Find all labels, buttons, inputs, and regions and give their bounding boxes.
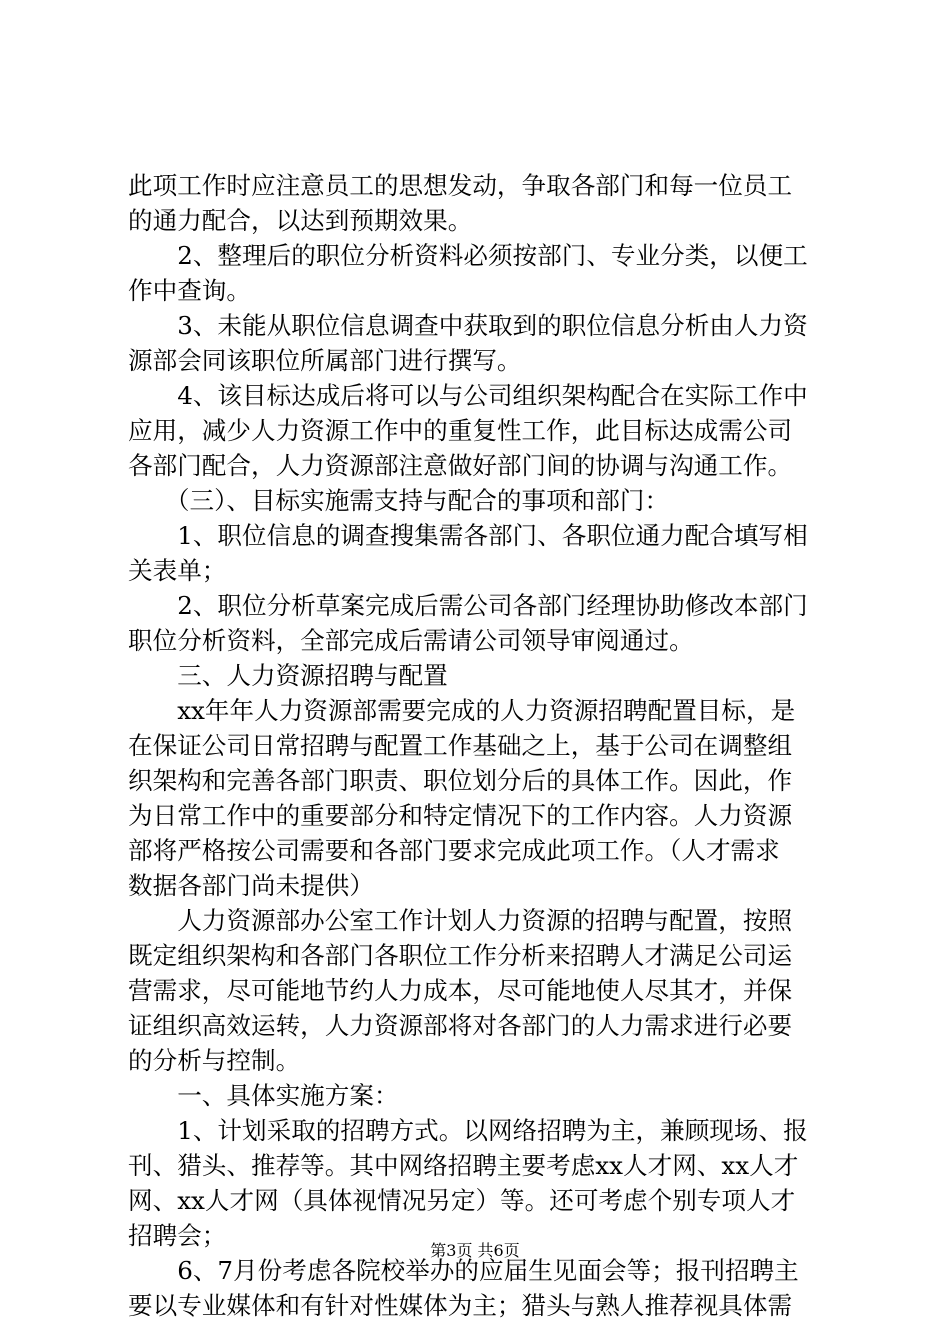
text-line: 证组织高效运转，人力资源部将对各部门的人力需求进行必要: [128, 1011, 793, 1040]
text-line: 1、计划采取的招聘方式。以网络招聘为主，兼顾现场、报: [128, 1116, 808, 1145]
text-line: 2、职位分析草案完成后需公司各部门经理协助修改本部门: [128, 591, 808, 620]
text-line: 要以专业媒体和有针对性媒体为主；猎头与熟人推荐视具体需: [128, 1291, 793, 1320]
text-line: 4、该目标达成后将可以与公司组织架构配合在实际工作中: [128, 381, 808, 410]
text-line: 既定组织架构和各部门各职位工作分析来招聘人才满足公司运: [128, 941, 793, 970]
text-line: 织架构和完善各部门职责、职位划分后的具体工作。因此，作: [128, 766, 793, 795]
text-line: 应用，减少人力资源工作中的重复性工作，此目标达成需公司: [128, 416, 793, 445]
text-line: 作中查询。: [128, 276, 251, 305]
text-line: 为日常工作中的重要部分和特定情况下的工作内容。人力资源: [128, 801, 793, 830]
text-line: xx年年人力资源部需要完成的人力资源招聘配置目标，是: [128, 696, 796, 725]
text-line: 1、职位信息的调查搜集需各部门、各职位通力配合填写相: [128, 521, 808, 550]
text-line: 刊、猎头、推荐等。其中网络招聘主要考虑xx人才网、xx人才: [128, 1151, 799, 1180]
text-line: 的通力配合，以达到预期效果。: [128, 206, 473, 235]
page-footer: 第3页 共6页: [430, 1241, 520, 1260]
text-line: 在保证公司日常招聘与配置工作基础之上，基于公司在调整组: [128, 731, 793, 760]
text-line: 职位分析资料，全部完成后需请公司领导审阅通过。: [128, 626, 694, 655]
text-line: 三、人力资源招聘与配置: [128, 661, 448, 690]
text-line: 的分析与控制。: [128, 1046, 301, 1075]
text-line: 2、整理后的职位分析资料必须按部门、专业分类，以便工: [128, 241, 808, 270]
text-line: 关表单；: [128, 556, 227, 585]
text-line: 营需求，尽可能地节约人力成本，尽可能地使人尽其才，并保: [128, 976, 793, 1005]
text-line: 人力资源部办公室工作计划人力资源的招聘与配置，按照: [128, 906, 793, 935]
text-line: 部将严格按公司需要和各部门要求完成此项工作。（人才需求: [128, 836, 780, 865]
text-line: （三）、目标实施需支持与配合的事项和部门：: [128, 486, 670, 515]
text-line: 网、xx人才网（具体视情况另定）等。还可考虑个别专项人才: [128, 1186, 796, 1215]
text-line: 此项工作时应注意员工的思想发动，争取各部门和每一位员工: [128, 171, 793, 200]
text-line: 一、具体实施方案：: [128, 1081, 399, 1110]
text-line: 各部门配合，人力资源部注意做好部门间的协调与沟通工作。: [128, 451, 793, 480]
text-line: 源部会同该职位所属部门进行撰写。: [128, 346, 522, 375]
text-line: 招聘会；: [128, 1221, 227, 1250]
text-line: 6、7月份考虑各院校举办的应届生见面会等；报刊招聘主: [128, 1256, 799, 1285]
body-text: [128, 168, 828, 1323]
text-line: 数据各部门尚未提供）: [128, 871, 374, 900]
text-line: 3、未能从职位信息调查中获取到的职位信息分析由人力资: [128, 311, 808, 340]
